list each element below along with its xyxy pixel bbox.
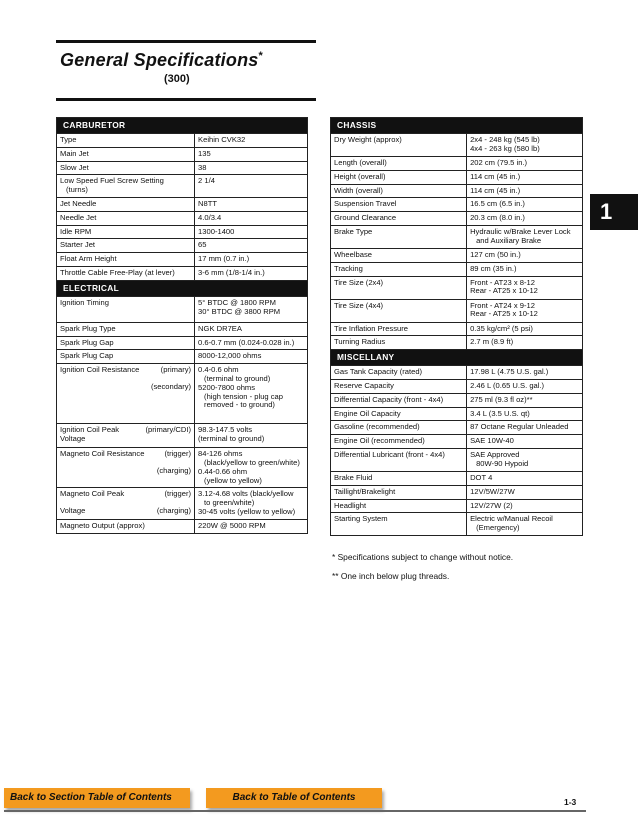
table-row: Tire Size (2x4) Front - AT23 x 8-12 Rear - AT25 x 10-12 <box>331 276 583 299</box>
table-row: Ground Clearance 20.3 cm (8.0 in.) <box>331 212 583 226</box>
title-rule-top <box>56 40 316 43</box>
table-row: Differential Lubricant (front - 4x4) SAE Approved 80W-90 Hypoid <box>331 448 583 471</box>
table-row: Low Speed Fuel Screw Setting (turns) 2 1/4 <box>57 175 308 198</box>
table-row: Magneto Output (approx) 220W @ 5000 RPM <box>57 520 308 534</box>
table-row: Starting System Electric w/Manual Recoil (Emergency) <box>331 513 583 536</box>
table-row: Differential Capacity (front - 4x4) 275 ml (9.3 fl oz)** <box>331 393 583 407</box>
table-row: Type Keihin CVK32 <box>57 134 308 148</box>
title-asterisk: * <box>258 50 263 62</box>
table-row: Height (overall) 114 cm (45 in.) <box>331 170 583 184</box>
section-number-tab: 1 <box>590 194 638 230</box>
footer-rule <box>4 810 586 812</box>
table-row: Throttle Cable Free-Play (at lever) 3-6 mm (1/8-1/4 in.) <box>57 266 308 280</box>
electrical-header: ELECTRICAL <box>57 280 308 296</box>
page-subtitle: (300) <box>164 73 190 85</box>
carburetor-header: CARBURETOR <box>57 118 308 134</box>
table-row: Ignition Coil Peak (primary/CDI) Voltage 98.3-147.5 volts (terminal to ground) <box>57 424 308 448</box>
table-row: Tracking 89 cm (35 in.) <box>331 262 583 276</box>
table-row: Length (overall) 202 cm (79.5 in.) <box>331 157 583 171</box>
miscellany-header: MISCELLANY <box>331 350 583 366</box>
table-row: Spark Plug Cap 8000-12,000 ohms <box>57 350 308 364</box>
table-row: Headlight 12V/27W (2) <box>331 499 583 513</box>
table-row: Float Arm Height 17 mm (0.7 in.) <box>57 253 308 267</box>
table-row: Main Jet 135 <box>57 147 308 161</box>
carburetor-electrical-table <box>56 117 308 534</box>
table-row: Magneto Coil Resistance (trigger) (charging) 84-126 ohms (black/yellow to green/white) 0.44-0.66 ohm (yellow to yellow) <box>57 448 308 488</box>
page-number: 1-3 <box>564 797 577 807</box>
table-row: Brake Type Hydraulic w/Brake Lever Lock and Auxiliary Brake <box>331 225 583 248</box>
table-row: Suspension Travel 16.5 cm (6.5 in.) <box>331 198 583 212</box>
table-row: Tire Inflation Pressure 0.35 kg/cm² (5 psi) <box>331 322 583 336</box>
table-row: Reserve Capacity 2.46 L (0.65 U.S. gal.) <box>331 379 583 393</box>
table-row: Gas Tank Capacity (rated) 17.98 L (4.75 U.S. gal.) <box>331 366 583 380</box>
table-row: Jet Needle N8TT <box>57 197 308 211</box>
footnote-plug-threads: ** One inch below plug threads. <box>332 571 450 581</box>
table-row: Spark Plug Gap 0.6-0.7 mm (0.024-0.028 in.) <box>57 336 308 350</box>
page-title: General Specifications* <box>60 50 263 70</box>
table-row: Needle Jet 4.0/3.4 <box>57 211 308 225</box>
table-row: Engine Oil (recommended) SAE 10W-40 <box>331 435 583 449</box>
table-row: Wheelbase 127 cm (50 in.) <box>331 248 583 262</box>
table-row: Ignition Timing 5° BTDC @ 1800 RPM 30° BTDC @ 3800 RPM <box>57 296 308 322</box>
table-row: Gasoline (recommended) 87 Octane Regular Unleaded <box>331 421 583 435</box>
table-row: Brake Fluid DOT 4 <box>331 471 583 485</box>
table-row: Tire Size (4x4) Front - AT24 x 9-12 Rear - AT25 x 10-12 <box>331 299 583 322</box>
table-row: Taillight/Brakelight 12V/5W/27W <box>331 485 583 499</box>
table-row: Slow Jet 38 <box>57 161 308 175</box>
table-row: Ignition Coil Resistance (primary) (secondary) 0.4-0.6 ohm (terminal to ground) 5200-7800 ohms (high tension - plug cap removed - to ground) <box>57 364 308 424</box>
table-row: Magneto Coil Peak (trigger) Voltage (charging) 3.12-4.68 volts (black/yellow to green/white) 30-45 volts (yellow to yellow) <box>57 488 308 520</box>
table-row: Engine Oil Capacity 3.4 L (3.5 U.S. qt) <box>331 407 583 421</box>
chassis-header: CHASSIS <box>331 118 583 134</box>
table-row: Starter Jet 65 <box>57 239 308 253</box>
table-row: Idle RPM 1300-1400 <box>57 225 308 239</box>
chassis-miscellany-table <box>330 117 583 536</box>
table-row: Width (overall) 114 cm (45 in.) <box>331 184 583 198</box>
back-to-section-toc-button[interactable]: Back to Section Table of Contents <box>4 788 190 808</box>
table-row: Turning Radius 2.7 m (8.9 ft) <box>331 336 583 350</box>
footnote-specifications: * Specifications subject to change without notice. <box>332 552 514 562</box>
back-to-toc-button[interactable]: Back to Table of Contents <box>206 788 382 808</box>
table-row: Spark Plug Type NGK DR7EA <box>57 322 308 336</box>
title-rule-bottom <box>56 98 316 101</box>
table-row: Dry Weight (approx) 2x4 - 248 kg (545 lb) 4x4 - 263 kg (580 lb) <box>331 134 583 157</box>
